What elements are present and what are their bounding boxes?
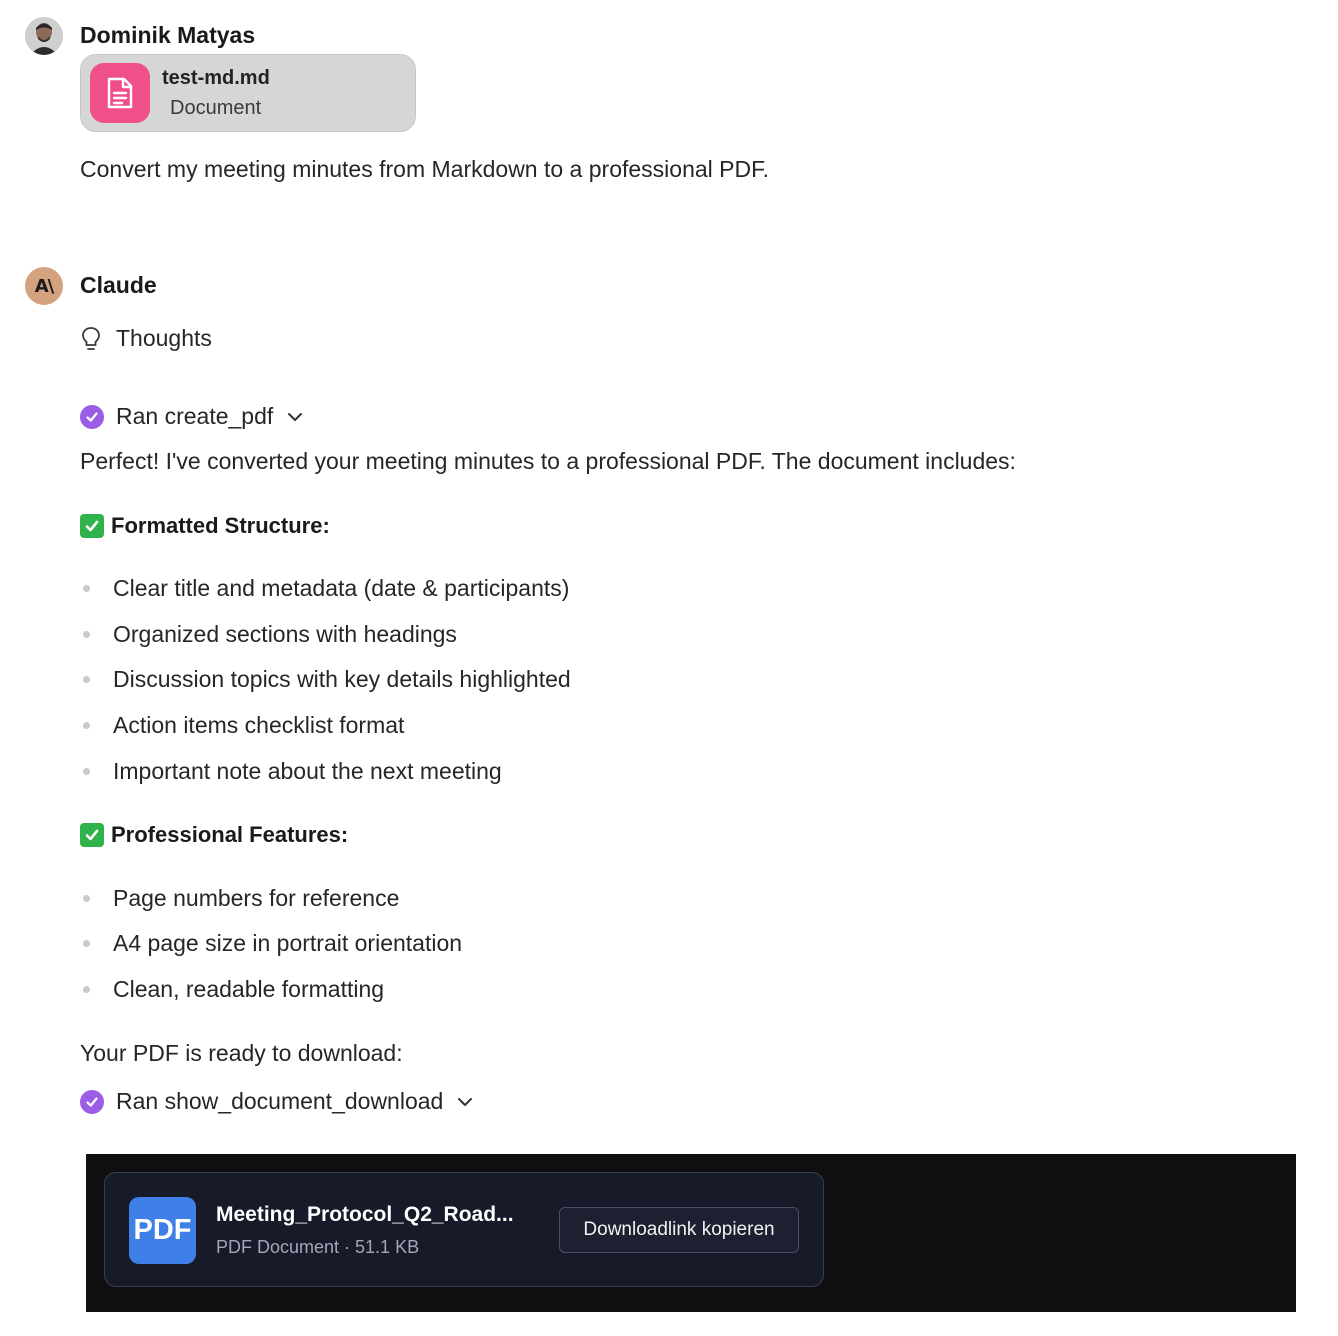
tool-call-label: Ran show_document_download — [116, 1088, 444, 1114]
green-check-icon — [80, 823, 104, 847]
claude-avatar-logo: A\ — [34, 275, 54, 297]
tool-call-create-pdf[interactable] — [80, 403, 303, 430]
list-item — [80, 976, 384, 1003]
attachment-name: test-md.md — [162, 67, 270, 89]
list-item-text: Action items checklist format — [113, 712, 405, 738]
list-item — [80, 930, 462, 957]
assistant-intro: Perfect! I've converted your meeting minutes to a professional PDF. The document includes: — [80, 448, 1016, 474]
check-circle-icon — [80, 1090, 104, 1114]
chevron-down-icon — [457, 1097, 473, 1107]
list-item — [80, 575, 569, 602]
user-name: Dominik Matyas — [80, 22, 256, 48]
section-heading-structure — [80, 513, 330, 539]
claude-avatar — [25, 267, 63, 305]
bullet-dot — [83, 631, 90, 638]
list-item-text: Clean, readable formatting — [113, 976, 385, 1002]
list-item — [80, 712, 404, 739]
tool-call-label: Ran create_pdf — [116, 403, 274, 429]
document-icon — [90, 63, 150, 123]
user-avatar — [25, 17, 63, 55]
list-item — [80, 666, 571, 693]
bullet-dot — [83, 895, 90, 902]
list-item-text: Organized sections with headings — [113, 621, 457, 647]
tool-call-show-download[interactable] — [80, 1088, 473, 1115]
section-title: Professional Features: — [111, 822, 349, 847]
list-item-text: A4 page size in portrait orientation — [113, 930, 463, 956]
list-item — [80, 885, 399, 912]
copy-download-link-button[interactable]: Downloadlink kopieren — [559, 1207, 799, 1253]
download-panel — [86, 1154, 1296, 1312]
bullet-dot — [83, 986, 90, 993]
pdf-file-icon: PDF — [129, 1197, 196, 1264]
lightbulb-icon — [80, 326, 102, 352]
thoughts-label: Thoughts — [116, 325, 212, 351]
user-message-text: Convert my meeting minutes from Markdown to a professional PDF. — [80, 156, 769, 182]
list-item-text: Page numbers for reference — [113, 885, 400, 911]
list-item-text: Important note about the next meeting — [113, 758, 502, 784]
attachment-type: Document — [170, 97, 262, 119]
list-item-text: Discussion topics with key details highlighted — [113, 666, 571, 692]
bullet-dot — [83, 940, 90, 947]
bullet-dot — [83, 768, 90, 775]
section-title: Formatted Structure: — [111, 513, 330, 538]
file-name: Meeting_Protocol_Q2_Road... — [216, 1203, 514, 1226]
file-meta: PDF Document · 51.1 KB — [216, 1237, 420, 1257]
chevron-down-icon — [287, 412, 303, 422]
green-check-icon — [80, 514, 104, 538]
bullet-dot — [83, 722, 90, 729]
list-item — [80, 621, 457, 648]
ready-text: Your PDF is ready to download: — [80, 1040, 403, 1066]
attachment-card[interactable] — [80, 54, 416, 132]
list-item-text: Clear title and metadata (date & participants) — [113, 575, 570, 601]
download-card — [104, 1172, 824, 1287]
bullet-dot — [83, 676, 90, 683]
check-circle-icon — [80, 405, 104, 429]
thoughts-toggle[interactable] — [80, 325, 212, 352]
list-item — [80, 758, 502, 785]
bullet-dot — [83, 585, 90, 592]
section-heading-features — [80, 822, 348, 848]
assistant-name: Claude — [80, 272, 157, 298]
